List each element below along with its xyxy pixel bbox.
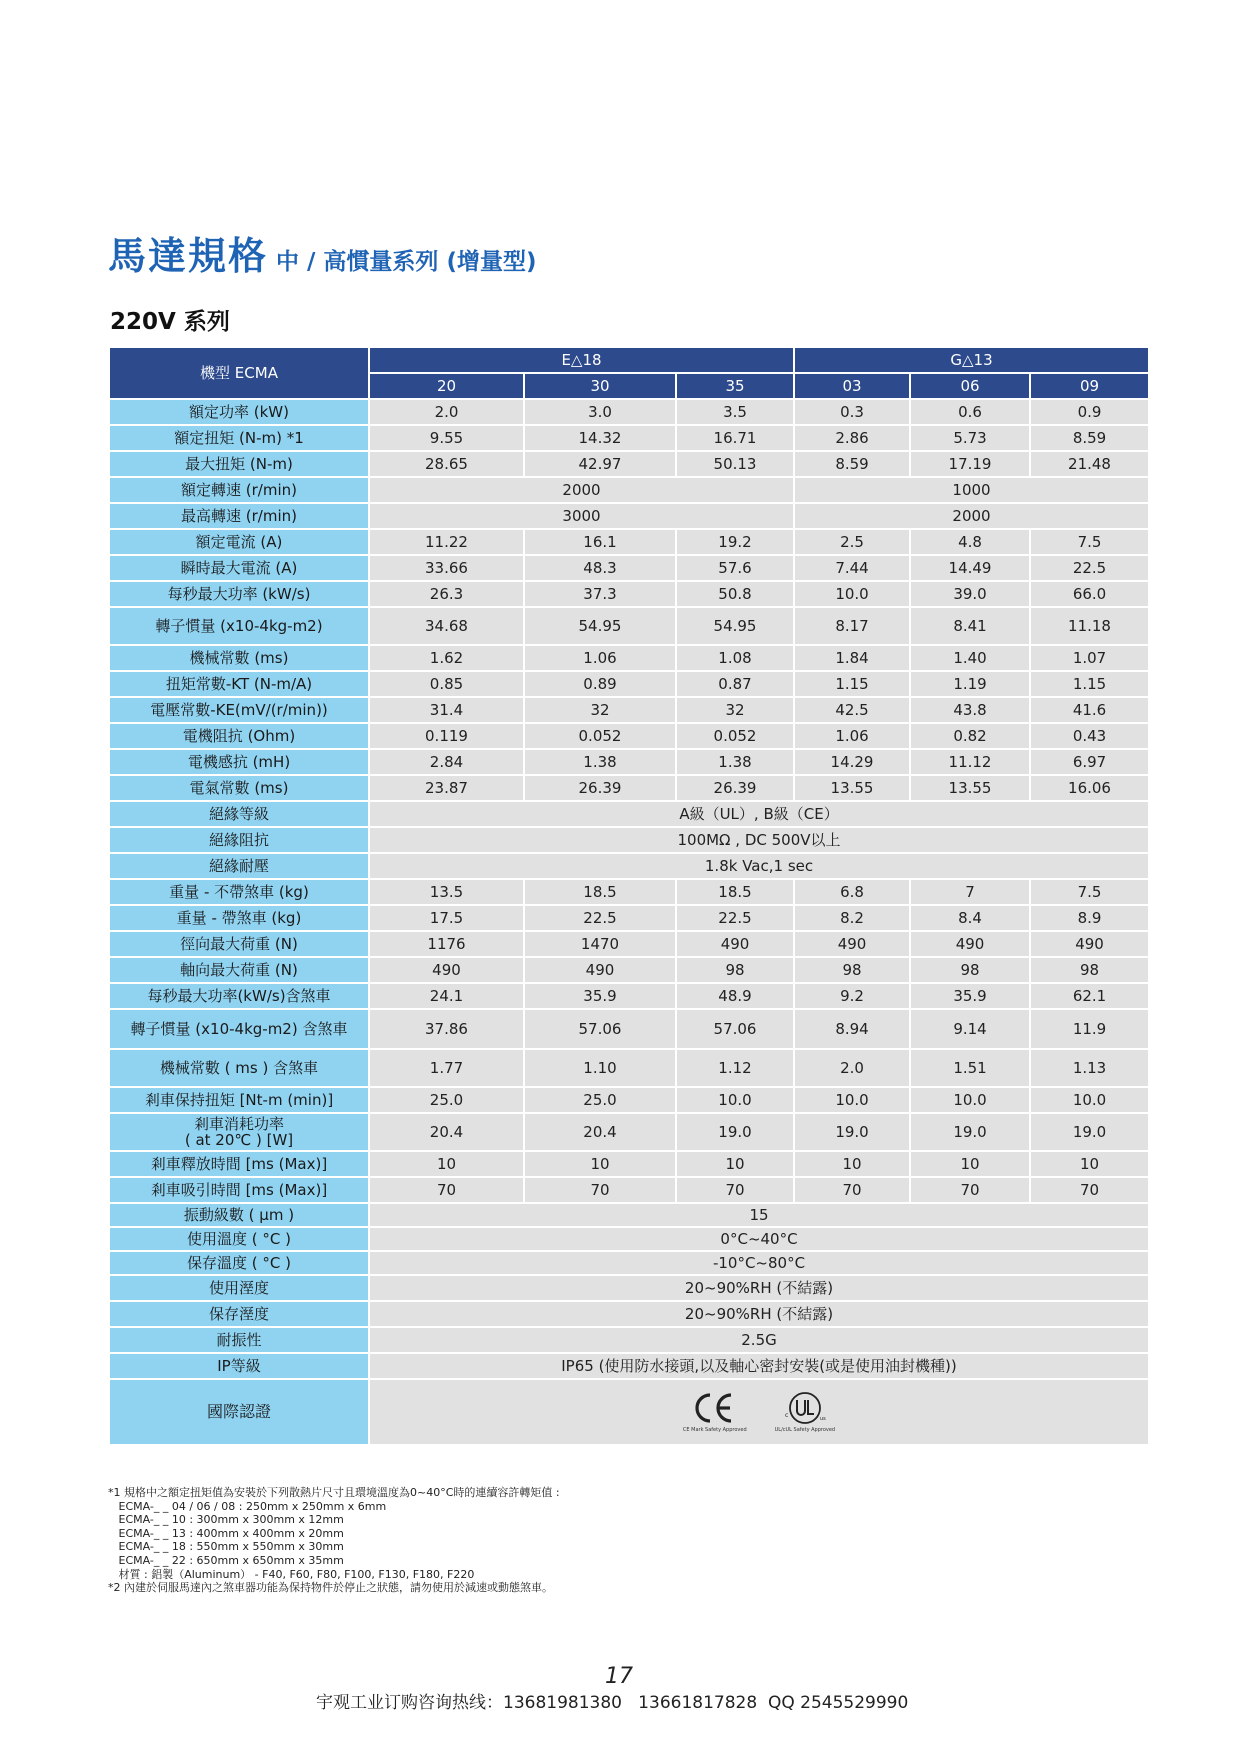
row-label: 瞬時最大電流 (A): [109, 555, 369, 581]
row-value: 6.97: [1030, 749, 1149, 775]
ce-mark-icon: [694, 1391, 736, 1425]
ul-mark-icon: [780, 1391, 830, 1425]
row-value: 1176: [369, 931, 524, 957]
spec-row: [109, 1087, 1149, 1113]
row-label: 絕緣阻抗: [109, 827, 369, 853]
row-value: 19.2: [676, 529, 794, 555]
row-label: 電機感抗 (mH): [109, 749, 369, 775]
row-value: 14.49: [910, 555, 1030, 581]
row-value: 13.55: [910, 775, 1030, 801]
ce-caption: CE Mark Safety Approved: [682, 1427, 747, 1433]
row-value: 10: [524, 1151, 676, 1177]
row-value: 1.19: [910, 671, 1030, 697]
row-label: 每秒最大功率(kW/s)含煞車: [109, 983, 369, 1009]
row-value: 1.06: [524, 645, 676, 671]
series-heading: 220V 系列: [110, 309, 230, 335]
row-value: 35.9: [910, 983, 1030, 1009]
row-value: 42.5: [794, 697, 910, 723]
model-label: 機型 ECMA: [109, 347, 369, 399]
row-value: 98: [910, 957, 1030, 983]
svg-text:c: c: [784, 1412, 789, 1419]
row-value: 490: [369, 957, 524, 983]
row-value: 0.43: [1030, 723, 1149, 749]
row-value: 8.94: [794, 1009, 910, 1049]
row-value: 2000: [794, 503, 1149, 529]
row-value: 20~90%RH (不結露): [369, 1275, 1149, 1301]
spec-row: [109, 1301, 1149, 1327]
row-value: 6.8: [794, 879, 910, 905]
row-value: 25.0: [369, 1087, 524, 1113]
row-value: 28.65: [369, 451, 524, 477]
spec-row: [109, 697, 1149, 723]
row-label: 額定轉速 (r/min): [109, 477, 369, 503]
cert-cell: [369, 1379, 1149, 1445]
row-value: 57.06: [676, 1009, 794, 1049]
row-value: 14.29: [794, 749, 910, 775]
row-value: 70: [910, 1177, 1030, 1203]
model-header: 35: [676, 373, 794, 399]
row-label: 使用溫度 ( °C ): [109, 1227, 369, 1251]
row-value: 33.66: [369, 555, 524, 581]
spec-row: [109, 1009, 1149, 1049]
row-value: 10.0: [1030, 1087, 1149, 1113]
row-value: 98: [794, 957, 910, 983]
row-value: 22.5: [524, 905, 676, 931]
row-value: 7.5: [1030, 529, 1149, 555]
ul-caption: UL/cUL Safety Approved: [774, 1427, 836, 1433]
model-header: 20: [369, 373, 524, 399]
row-value: 54.95: [676, 607, 794, 645]
row-label: 額定電流 (A): [109, 529, 369, 555]
spec-row: [109, 399, 1149, 425]
row-value: 10.0: [794, 1087, 910, 1113]
row-value: 57.6: [676, 555, 794, 581]
spec-row: [109, 1049, 1149, 1087]
row-value: 19.0: [794, 1113, 910, 1151]
row-value: 11.18: [1030, 607, 1149, 645]
row-value: 490: [910, 931, 1030, 957]
row-label: 絕緣耐壓: [109, 853, 369, 879]
ce-mark: [683, 1391, 747, 1433]
row-value: 11.22: [369, 529, 524, 555]
row-value: 70: [1030, 1177, 1149, 1203]
row-value: 2000: [369, 477, 794, 503]
row-value: 39.0: [910, 581, 1030, 607]
spec-row: [109, 983, 1149, 1009]
spec-row: [109, 957, 1149, 983]
row-label: 機械常數 ( ms ) 含煞車: [109, 1049, 369, 1087]
row-value: 62.1: [1030, 983, 1149, 1009]
row-value: 10.0: [794, 581, 910, 607]
footer-hotline: 宇观工业订购咨询热线：13681981380 13661817828 QQ 2545529990: [316, 1693, 909, 1713]
row-value: 1.8k Vac,1 sec: [369, 853, 1149, 879]
row-value: 26.39: [676, 775, 794, 801]
spec-row: [109, 801, 1149, 827]
note-line: ECMA-_ _ 22 : 650mm x 650mm x 35mm: [108, 1553, 344, 1567]
row-value: 43.8: [910, 697, 1030, 723]
row-value: 9.2: [794, 983, 910, 1009]
spec-body: [109, 399, 1149, 1379]
row-value: 0.9: [1030, 399, 1149, 425]
row-value: 0.119: [369, 723, 524, 749]
row-label: 機械常數 (ms): [109, 645, 369, 671]
row-label: 剎車吸引時間 [ms (Max)]: [109, 1177, 369, 1203]
row-value: 14.32: [524, 425, 676, 451]
row-value: 1.38: [676, 749, 794, 775]
row-value: 1470: [524, 931, 676, 957]
row-value: 19.0: [910, 1113, 1030, 1151]
spec-row: [109, 671, 1149, 697]
row-value: 7.5: [1030, 879, 1149, 905]
row-label: 保存溼度: [109, 1301, 369, 1327]
row-value: 0.052: [676, 723, 794, 749]
row-label: 重量 - 不帶煞車 (kg): [109, 879, 369, 905]
spec-row: [109, 853, 1149, 879]
spec-row: [109, 1203, 1149, 1227]
note-line: 材質 : 鋁製（Aluminum） - F40, F60, F80, F100, F130, F180, F220: [108, 1567, 475, 1581]
row-label: 保存溫度 ( °C ): [109, 1251, 369, 1275]
row-value: 26.39: [524, 775, 676, 801]
row-label: 轉子慣量 (x10-4kg-m2): [109, 607, 369, 645]
row-value: 19.0: [676, 1113, 794, 1151]
row-value: 10: [794, 1151, 910, 1177]
row-label: 每秒最大功率 (kW/s): [109, 581, 369, 607]
row-value: 15: [369, 1203, 1149, 1227]
row-value: 37.86: [369, 1009, 524, 1049]
row-value: 98: [676, 957, 794, 983]
row-value: 8.2: [794, 905, 910, 931]
spec-table: [108, 346, 1150, 1446]
row-label: 軸向最大荷重 (N): [109, 957, 369, 983]
row-value: 0.3: [794, 399, 910, 425]
row-value: 0°C~40°C: [369, 1227, 1149, 1251]
row-value: 8.59: [1030, 425, 1149, 451]
row-label: 使用溼度: [109, 1275, 369, 1301]
spec-row: [109, 555, 1149, 581]
row-value: 3.5: [676, 399, 794, 425]
page-title-sub: 中 / 高慣量系列 (增量型): [276, 249, 537, 275]
row-value: 70: [794, 1177, 910, 1203]
spec-row: [109, 1113, 1149, 1151]
row-value: 1.84: [794, 645, 910, 671]
row-value: 41.6: [1030, 697, 1149, 723]
row-value: 34.68: [369, 607, 524, 645]
spec-row: [109, 451, 1149, 477]
row-label: 電氣常數 (ms): [109, 775, 369, 801]
spec-row: [109, 1227, 1149, 1251]
row-label: 電機阻抗 (Ohm): [109, 723, 369, 749]
model-header: 06: [910, 373, 1030, 399]
row-label: 剎車釋放時間 [ms (Max)]: [109, 1151, 369, 1177]
group-header-row: [109, 347, 1149, 373]
row-value: 48.3: [524, 555, 676, 581]
row-value: 1.15: [794, 671, 910, 697]
row-value: 16.71: [676, 425, 794, 451]
row-label: 剎車保持扭矩 [Nt-m (min)]: [109, 1087, 369, 1113]
row-value: 8.41: [910, 607, 1030, 645]
row-label: 扭矩常數-KT (N-m/A): [109, 671, 369, 697]
row-value: 1.13: [1030, 1049, 1149, 1087]
row-label: 轉子慣量 (x10-4kg-m2) 含煞車: [109, 1009, 369, 1049]
row-value: 1.40: [910, 645, 1030, 671]
row-value: 3000: [369, 503, 794, 529]
row-label: 振動級數 ( μm ): [109, 1203, 369, 1227]
spec-row: [109, 905, 1149, 931]
row-label: 重量 - 帶煞車 (kg): [109, 905, 369, 931]
row-value: 490: [676, 931, 794, 957]
row-value: A級（UL）, B級（CE）: [369, 801, 1149, 827]
row-value: IP65 (使用防水接頭,以及軸心密封安裝(或是使用油封機種)): [369, 1353, 1149, 1379]
row-value: 70: [676, 1177, 794, 1203]
row-value: 31.4: [369, 697, 524, 723]
row-value: 13.55: [794, 775, 910, 801]
spec-row: [109, 645, 1149, 671]
spec-row: [109, 1151, 1149, 1177]
row-value: 54.95: [524, 607, 676, 645]
row-value: 1000: [794, 477, 1149, 503]
spec-row: [109, 879, 1149, 905]
row-value: 490: [524, 957, 676, 983]
row-value: 0.6: [910, 399, 1030, 425]
row-label: 耐振性: [109, 1327, 369, 1353]
note-line: *2 內建於伺服馬達內之煞車器功能為保持物件於停止之狀態，請勿使用於減速或動態煞車。: [108, 1581, 553, 1595]
row-value: 0.87: [676, 671, 794, 697]
row-value: 42.97: [524, 451, 676, 477]
model-header: 09: [1030, 373, 1149, 399]
note-line: ECMA-_ _ 18 : 550mm x 550mm x 30mm: [108, 1540, 344, 1554]
group-header: E△18: [369, 347, 794, 373]
row-value: 23.87: [369, 775, 524, 801]
row-value: 0.89: [524, 671, 676, 697]
row-label: 最高轉速 (r/min): [109, 503, 369, 529]
spec-row: [109, 775, 1149, 801]
row-value: 8.9: [1030, 905, 1149, 931]
note-line: ECMA-_ _ 13 : 400mm x 400mm x 20mm: [108, 1526, 344, 1540]
row-value: 1.08: [676, 645, 794, 671]
row-value: 24.1: [369, 983, 524, 1009]
spec-row: [109, 477, 1149, 503]
page-title-main: 馬達規格: [108, 234, 269, 278]
spec-row: [109, 581, 1149, 607]
model-header: 30: [524, 373, 676, 399]
row-value: 32: [676, 697, 794, 723]
row-value: 16.1: [524, 529, 676, 555]
row-value: 57.06: [524, 1009, 676, 1049]
row-value: 32: [524, 697, 676, 723]
row-value: 2.0: [369, 399, 524, 425]
row-value: 100MΩ , DC 500V以上: [369, 827, 1149, 853]
spec-row: [109, 425, 1149, 451]
row-value: 17.19: [910, 451, 1030, 477]
row-value: 1.15: [1030, 671, 1149, 697]
ul-mark: [775, 1391, 835, 1433]
spec-row: [109, 529, 1149, 555]
row-value: 2.5: [794, 529, 910, 555]
row-value: 0.82: [910, 723, 1030, 749]
row-value: 18.5: [676, 879, 794, 905]
row-value: 1.07: [1030, 645, 1149, 671]
row-value: 17.5: [369, 905, 524, 931]
row-value: 7.44: [794, 555, 910, 581]
row-label: 絕緣等級: [109, 801, 369, 827]
row-value: 1.12: [676, 1049, 794, 1087]
row-value: 20.4: [524, 1113, 676, 1151]
row-label: 剎車消耗功率 ( at 20℃ ) [W]: [109, 1113, 369, 1151]
row-value: 10.0: [676, 1087, 794, 1113]
row-label: 最大扭矩 (N-m): [109, 451, 369, 477]
row-value: 35.9: [524, 983, 676, 1009]
row-value: 10: [1030, 1151, 1149, 1177]
row-label: 額定功率 (kW): [109, 399, 369, 425]
row-value: 10.0: [910, 1087, 1030, 1113]
row-value: 2.5G: [369, 1327, 1149, 1353]
row-value: 16.06: [1030, 775, 1149, 801]
row-value: 490: [794, 931, 910, 957]
cert-row: [109, 1379, 1149, 1445]
row-value: 37.3: [524, 581, 676, 607]
row-value: 8.4: [910, 905, 1030, 931]
row-value: 2.0: [794, 1049, 910, 1087]
row-value: 1.06: [794, 723, 910, 749]
group-header: G△13: [794, 347, 1149, 373]
spec-row: [109, 1353, 1149, 1379]
row-value: 25.0: [524, 1087, 676, 1113]
row-value: 1.62: [369, 645, 524, 671]
spec-row: [109, 1177, 1149, 1203]
row-value: 26.3: [369, 581, 524, 607]
page-title: [108, 225, 536, 280]
spec-row: [109, 723, 1149, 749]
row-value: 8.17: [794, 607, 910, 645]
row-value: 50.13: [676, 451, 794, 477]
spec-row: [109, 1275, 1149, 1301]
page-number: 17: [605, 1664, 633, 1689]
note-line: ECMA-_ _ 10 : 300mm x 300mm x 12mm: [108, 1513, 344, 1527]
row-label: 額定扭矩 (N-m) *1: [109, 425, 369, 451]
row-value: 70: [369, 1177, 524, 1203]
row-value: 10: [910, 1151, 1030, 1177]
row-value: 66.0: [1030, 581, 1149, 607]
row-value: 10: [369, 1151, 524, 1177]
footnotes: [108, 1486, 560, 1595]
row-value: 3.0: [524, 399, 676, 425]
row-value: 8.59: [794, 451, 910, 477]
cert-label: 國際認證: [109, 1379, 369, 1445]
row-value: 1.77: [369, 1049, 524, 1087]
spec-row: [109, 1251, 1149, 1275]
row-value: 2.84: [369, 749, 524, 775]
row-value: 11.9: [1030, 1009, 1149, 1049]
spec-row: [109, 931, 1149, 957]
note-line: *1 規格中之額定扭矩值為安裝於下列散熱片尺寸且環境溫度為0~40°C時的連續容許轉矩值 :: [108, 1486, 560, 1499]
row-label: 電壓常數-KE(mV/(r/min)): [109, 697, 369, 723]
row-value: 13.5: [369, 879, 524, 905]
row-value: 19.0: [1030, 1113, 1149, 1151]
row-value: 10: [676, 1151, 794, 1177]
row-value: 490: [1030, 931, 1149, 957]
row-value: 1.10: [524, 1049, 676, 1087]
spec-row: [109, 827, 1149, 853]
row-value: 7: [910, 879, 1030, 905]
row-value: 4.8: [910, 529, 1030, 555]
row-value: 9.14: [910, 1009, 1030, 1049]
spec-row: [109, 749, 1149, 775]
row-value: 20~90%RH (不結露): [369, 1301, 1149, 1327]
row-value: 1.38: [524, 749, 676, 775]
row-value: 5.73: [910, 425, 1030, 451]
row-value: 70: [524, 1177, 676, 1203]
row-value: 18.5: [524, 879, 676, 905]
row-value: 21.48: [1030, 451, 1149, 477]
spec-row: [109, 1327, 1149, 1353]
row-value: 98: [1030, 957, 1149, 983]
spec-row: [109, 607, 1149, 645]
row-label: IP等級: [109, 1353, 369, 1379]
row-value: 0.052: [524, 723, 676, 749]
row-value: 9.55: [369, 425, 524, 451]
row-label: 徑向最大荷重 (N): [109, 931, 369, 957]
row-value: 20.4: [369, 1113, 524, 1151]
svg-text:us: us: [819, 1416, 826, 1422]
model-header: 03: [794, 373, 910, 399]
row-value: 22.5: [676, 905, 794, 931]
row-value: 0.85: [369, 671, 524, 697]
row-value: -10°C~80°C: [369, 1251, 1149, 1275]
spec-row: [109, 503, 1149, 529]
row-value: 2.86: [794, 425, 910, 451]
row-value: 11.12: [910, 749, 1030, 775]
row-value: 48.9: [676, 983, 794, 1009]
row-value: 1.51: [910, 1049, 1030, 1087]
row-value: 22.5: [1030, 555, 1149, 581]
row-value: 50.8: [676, 581, 794, 607]
note-line: ECMA-_ _ 04 / 06 / 08 : 250mm x 250mm x 6mm: [108, 1499, 387, 1513]
